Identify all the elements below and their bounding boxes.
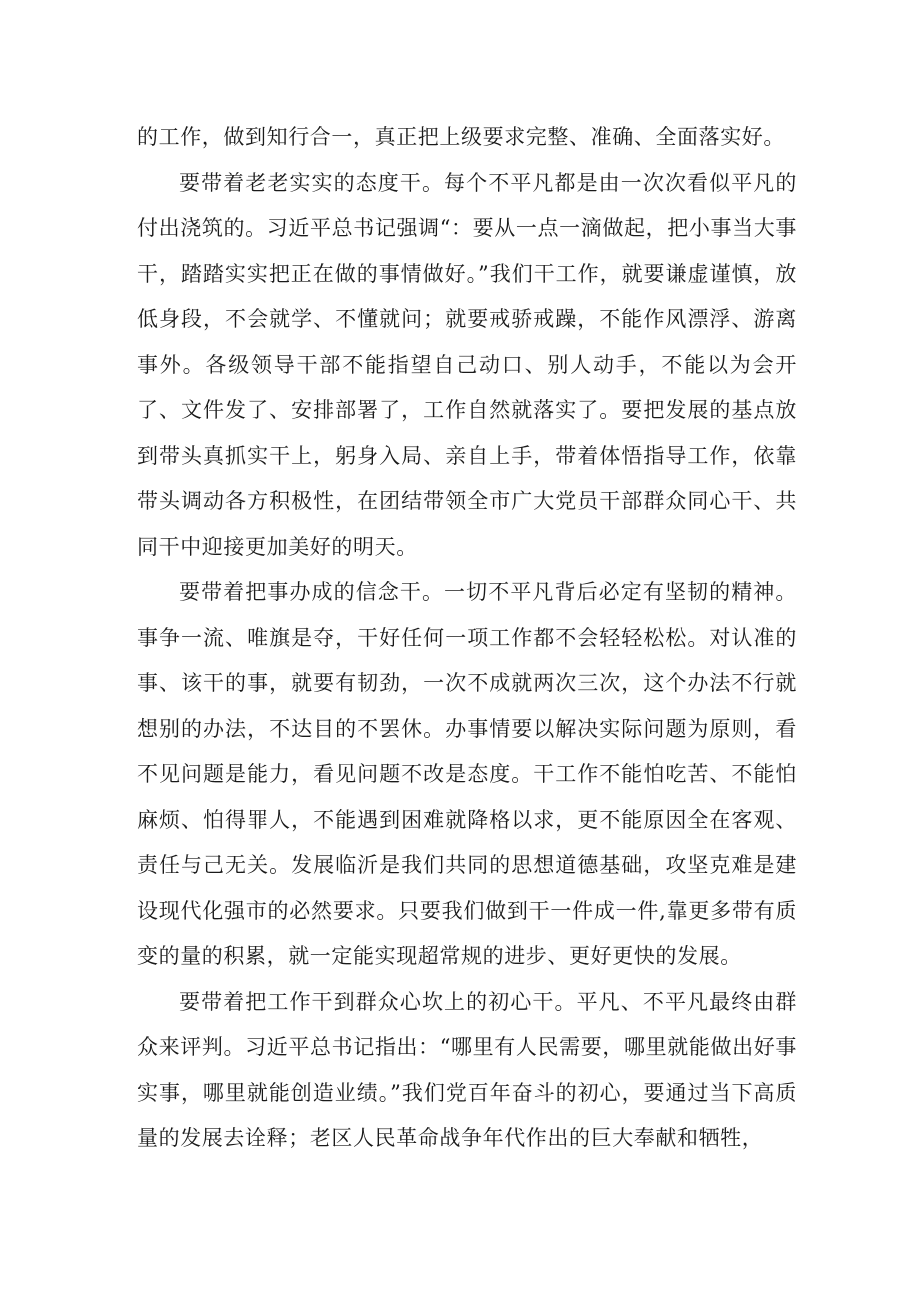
paragraph-2: 要带着老老实实的态度干。每个不平凡都是由一次次看似平凡的付出浇筑的。习近平总书记强调“：要从一点一滴做起，把小事当大事干，踏踏实实把正在做的事情做好。”我们干工作，就要谦虚谨慎，放低身段，不会就学、不懂就问；就要戒骄戒躁，不能作风漂浮、游离事外。各级领导干部不能指望自己动口、别人动手，不能以为会开了、文件发了、安排部署了，工作自然就落实了。要把发展的基点放到带头真抓实干上，躬身入局、亲自上手，带着体悟指导工作，依靠带头调动各方积极性，在团结带领全市广大党员干部群众同心干、共同干中迎接更加美好的明天。 [137, 170, 797, 559]
paragraph-1: 的工作，做到知行合一，真正把上级要求完整、准确、全面落实好。 [137, 125, 785, 149]
paragraph-3: 要带着把事办成的信念干。一切不平凡背后必定有坚韧的精神。事争一流、唯旗是夺，干好任何一项工作都不会轻轻松松。对认准的事、该干的事，就要有韧劲，一次不成就两次三次，这个办法不行就想别的办法，不达目的不罢休。办事情要以解决实际问题为原则，看不见问题是能力，看见问题不改是态度。干工作不能怕吃苦、不能怕麻烦、怕得罪人，不能遇到困难就降格以求，更不能原因全在客观、责任与己无关。发展临沂是我们共同的思想道德基础，攻坚克难是建设现代化强市的必然要求。只要我们做到干一件成一件,靠更多带有质变的量的积累，就一定能实现超常规的进步、更好更快的发展。 [137, 580, 797, 968]
document-body [137, 115, 797, 1162]
paragraph-4: 要带着把工作干到群众心坎上的初心干。平凡、不平凡最终由群众来评判。习近平总书记指出：“哪里有人民需要，哪里就能做出好事实事，哪里就能创造业绩。”我们党百年奋斗的初心，要通过当下高质量的发展去诠释；老区人民革命战争年代作出的巨大奉献和牺牲， [137, 989, 797, 1150]
